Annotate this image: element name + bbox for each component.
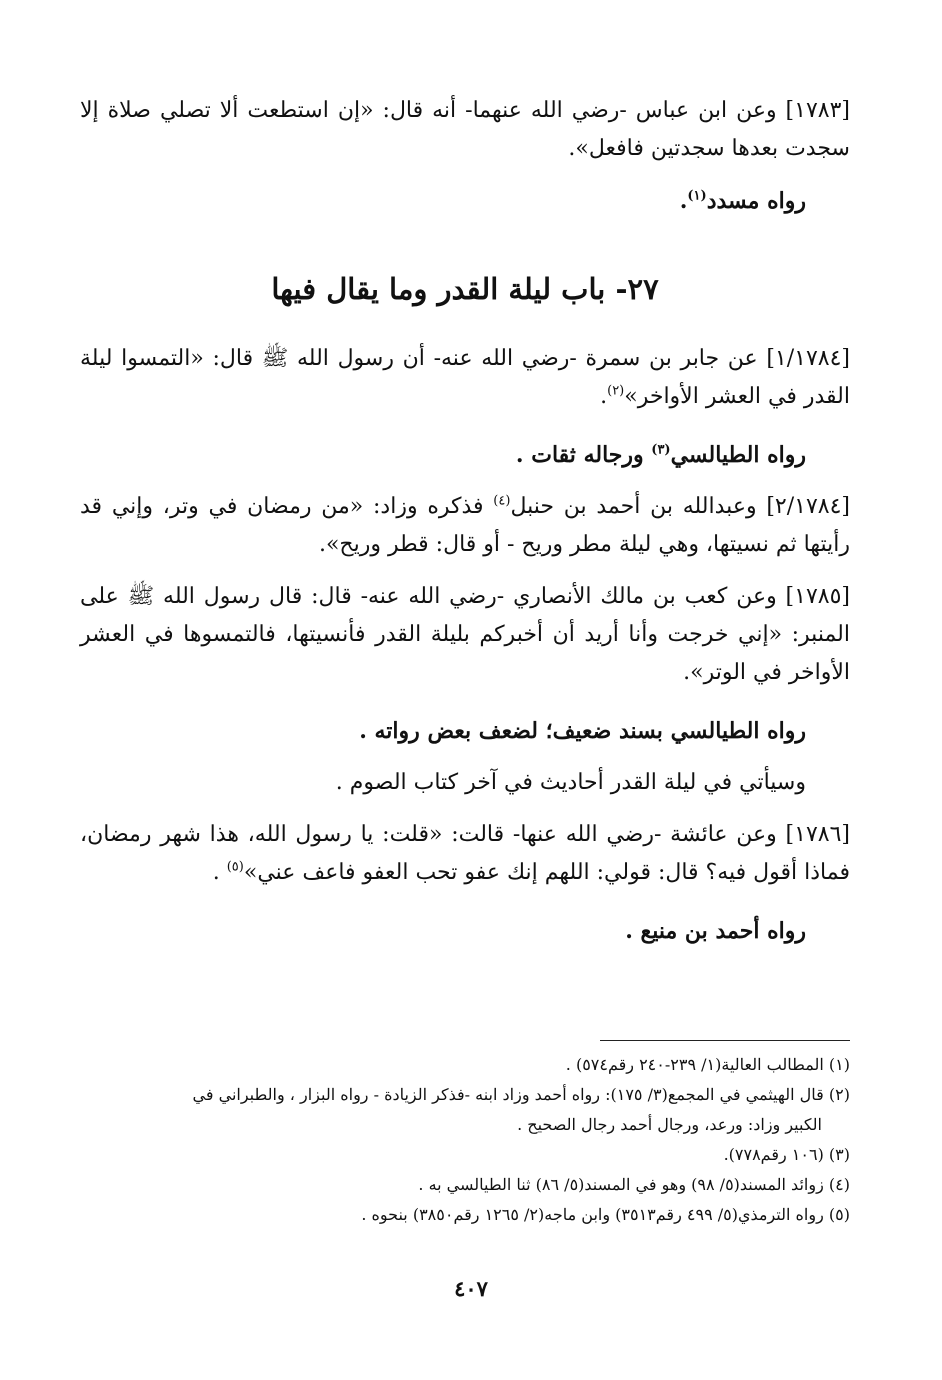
narration-1784-1: رواه الطيالسي$^{(٣)}$ ورجاله ثقات . bbox=[515, 442, 806, 468]
hadith-1784-2: [٢/١٧٨٤] وعبدالله بن أحمد بن حنبل$^{(٤)}$ فذكره وزاد: «من رمضان في وتر، وإني قد رأيتها ثم نسيتها، وهي ليلة مطر وريح - أو قال: قطر وريح». bbox=[80, 493, 851, 557]
footnote-number: (٤) bbox=[828, 1175, 850, 1194]
hadith-1786: [١٧٨٦] وعن عائشة -رضي الله عنها- قالت: «قلت: يا رسول الله، هذا شهر رمضان، فماذا أقول فيه؟ قال: قولي: اللهم إنك عفو تحب العفو فاعف عني»$^{(٥)}$ . bbox=[80, 822, 850, 885]
footnote-number: (٢) bbox=[828, 1085, 850, 1104]
footnote-number: (٥) bbox=[828, 1205, 850, 1224]
footnote-ref: (٣) bbox=[651, 442, 671, 458]
page-number: ٤٠٧ bbox=[454, 1276, 488, 1301]
chapter-heading: ٢٧- باب ليلة القدر وما يقال فيها bbox=[271, 272, 659, 306]
footnote-4: (٤) زوائد المسند(٥/ ٩٨) وهو في المسند(٥/ ٨٦) ثنا الطيالسي به . bbox=[418, 1175, 850, 1194]
footnotes bbox=[80, 1050, 850, 1230]
footnote-1: (١) المطالب العالية(١/ ٢٣٩-٢٤٠ رقم٥٧٤) . bbox=[565, 1055, 850, 1074]
narration-1786: رواه أحمد بن منيع . bbox=[625, 918, 806, 944]
hadith-1785: [١٧٨٥] وعن كعب بن مالك الأنصاري -رضي الله عنه- قال: قال رسول الله ﷺ على المنبر: «إني خرجت وأنا أريد أن أخبركم بليلة القدر فأنسيتها، فالتمسوها في العشر الأواخر في الوتر». bbox=[80, 584, 850, 685]
footnote-divider bbox=[600, 1040, 850, 1041]
footnote-ref: (٥) bbox=[226, 859, 244, 875]
footnote-3: (٣) (١٠٦ رقم٧٧٨). bbox=[723, 1145, 850, 1164]
footnote-number: (٣) bbox=[828, 1145, 850, 1164]
footnote-number: (١) bbox=[828, 1055, 850, 1074]
hadith-text: [١٧٨٣] وعن ابن عباس -رضي الله عنهما- أنه قال: «إن استطعت ألا تصلي صلاة إلا سجدت بعدها سجدتين فافعل». bbox=[80, 98, 850, 161]
footnote-5: (٥) رواه الترمذي(٥/ ٤٩٩ رقم٣٥١٣) وابن ماجه(٢/ ١٢٦٥ رقم٣٨٥٠) بنحوه . bbox=[361, 1205, 850, 1224]
hadith-1784-1: [١/١٧٨٤] عن جابر بن سمرة -رضي الله عنه- أن رسول الله ﷺ قال: «التمسوا ليلة القدر في العشر الأواخر»$^{(٢)}$. bbox=[80, 346, 850, 409]
cross-reference: وسيأتي في ليلة القدر أحاديث في آخر كتاب الصوم . bbox=[335, 770, 806, 795]
footnote-ref: (٢) bbox=[607, 383, 625, 399]
footnote-ref: (٤) bbox=[493, 493, 511, 509]
narration-1785: رواه الطيالسي بسند ضعيف؛ لضعف بعض رواته . bbox=[359, 718, 806, 744]
footnote-ref: (١) bbox=[687, 188, 707, 204]
narration-1783: رواه مسدد$^{(١)}$. bbox=[679, 188, 806, 214]
main-text bbox=[80, 92, 850, 950]
footnote-2: (٢) قال الهيثمي في المجمع(٣/ ١٧٥): رواه أحمد وزاد ابنه -فذكر الزيادة - رواه البزار ، والطبراني في الكبير وزاد: ورعد، ورجال أحمد رجال الصحيح . bbox=[192, 1085, 850, 1134]
hadith-1783 bbox=[80, 92, 850, 168]
